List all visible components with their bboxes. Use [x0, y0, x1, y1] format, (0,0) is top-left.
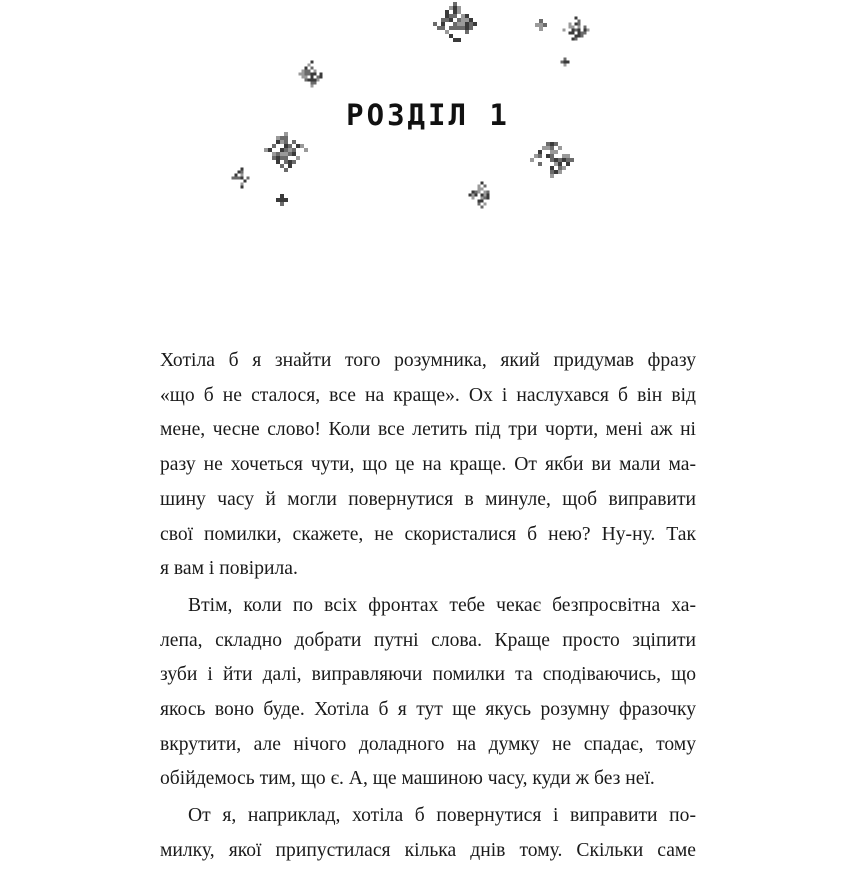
snowflake-icon [299, 61, 323, 88]
snowflake-pixel [472, 194, 475, 197]
snowflake-pixel [288, 152, 292, 156]
snowflake-pixel [317, 79, 320, 82]
snowflake-pixel [478, 185, 481, 188]
snowflake-pixel [461, 18, 465, 22]
snowflake-pixel [308, 70, 311, 73]
snowflake-pixel [280, 194, 284, 198]
snowflake-pixel [449, 6, 453, 10]
snowflake-pixel [539, 23, 543, 27]
snowflake-pixel [241, 183, 244, 186]
snowflake-pixel [238, 177, 241, 180]
snowflake-pixel [453, 26, 457, 30]
snowflake-pixel [465, 26, 469, 30]
snowflake-pixel [241, 171, 244, 174]
snowflake-pixel [311, 82, 314, 85]
snowflake-pixel [569, 26, 572, 29]
snowflake-pixel [567, 61, 570, 64]
snowflake-pixel [457, 18, 461, 22]
snowflake-pixel [469, 18, 473, 22]
snowflake-pixel [487, 197, 490, 200]
snowflake-pixel [575, 35, 578, 38]
snowflake-pixel [461, 22, 465, 26]
snowflake-pixel [308, 64, 311, 67]
snowflake-pixel [481, 188, 484, 191]
snowflake-pixel [284, 148, 288, 152]
snowflake-pixel [314, 79, 317, 82]
snowflake-pixel [550, 146, 554, 150]
snowflake-pixel [288, 160, 292, 164]
snowflake-pixel [288, 148, 292, 152]
text-line: От я, наприклад, хотіла б повернутися і виправити по- [188, 805, 696, 827]
snowflake-pixel [478, 191, 481, 194]
snowflake-pixel [469, 22, 473, 26]
snowflake-pixel [445, 30, 449, 34]
snowflake-pixel [550, 158, 554, 162]
snowflake-pixel [558, 158, 562, 162]
snowflake-pixel [284, 198, 288, 202]
snowflake-pixel [276, 136, 280, 140]
snowflake-pixel [311, 67, 314, 70]
snowflake-pixel [469, 26, 473, 30]
snowflake-pixel [288, 144, 292, 148]
snowflake-pixel [314, 70, 317, 73]
snowflake-pixel [572, 26, 575, 29]
snowflake-pixel [465, 14, 469, 18]
snowflake-pixel [235, 177, 238, 180]
snowflake-pixel [484, 191, 487, 194]
snowflake-pixel [575, 23, 578, 26]
snowflake-pixel [280, 198, 284, 202]
text-line: зуби і йти далі, виправляючи помилки та сподіваючись, що [160, 664, 696, 686]
snowflake-pixel [578, 35, 581, 38]
snowflake-pixel [311, 61, 314, 64]
snowflake-pixel [478, 203, 481, 206]
snowflake-pixel [481, 182, 484, 185]
snowflake-pixel [241, 177, 244, 180]
snowflake-pixel [461, 26, 465, 30]
snowflake-pixel [550, 174, 554, 178]
text-line: «що б не сталося, все на краще». Ох і наслухався б він від [160, 384, 696, 406]
snowflake-pixel [563, 29, 566, 32]
snowflake-pixel [534, 154, 538, 158]
snowflake-pixel [575, 38, 578, 41]
snowflake-pixel [238, 171, 241, 174]
snowflake-pixel [280, 152, 284, 156]
snowflake-pixel [550, 154, 554, 158]
chapter-body [160, 344, 696, 869]
snowflake-pixel [264, 148, 268, 152]
snowflake-pixel [292, 160, 296, 164]
snowflake-pixel [578, 26, 581, 29]
snowflake-pixel [284, 140, 288, 144]
snowflake-pixel [481, 200, 484, 203]
snowflake-pixel [538, 154, 542, 158]
snowflake-pixel [280, 140, 284, 144]
snowflake-pixel [300, 144, 304, 148]
snowflake-pixel [320, 76, 323, 79]
snowflake-pixel [550, 142, 554, 146]
snowflake-pixel [453, 38, 457, 42]
snowflake-pixel [584, 26, 587, 29]
snowflake-icon [530, 142, 574, 178]
text-line: Втім, коли по всіх фронтах тебе чекає безпросвітна ха- [188, 594, 696, 616]
snowflake-pixel [276, 160, 280, 164]
snowflake-pixel [465, 22, 469, 26]
snowflake-pixel [276, 152, 280, 156]
snowflake-pixel [562, 154, 566, 158]
snowflake-pixel [445, 10, 449, 14]
snowflake-pixel [472, 191, 475, 194]
snowflake-pixel [296, 156, 300, 160]
snowflake-pixel [465, 18, 469, 22]
snowflake-pixel [449, 26, 453, 30]
snowflake-pixel [554, 158, 558, 162]
text-line: разу не хочеться чути, що це на краще. От якби ви мали ма- [160, 454, 696, 476]
snowflake-pixel [581, 32, 584, 35]
snowflake-pixel [453, 22, 457, 26]
snowflake-pixel [314, 82, 317, 85]
snowflake-pixel [272, 144, 276, 148]
snowflake-pixel [546, 142, 550, 146]
snowflake-pixel [280, 148, 284, 152]
snowflake-pixel [487, 191, 490, 194]
snowflake-pixel [457, 26, 461, 30]
snowflake-pixel [311, 73, 314, 76]
snowflake-pixel [445, 14, 449, 18]
text-line: я вам і повірила. [160, 558, 298, 580]
snowflake-pixel [284, 136, 288, 140]
text-line: свої помилки, скажете, не скористалися б нею? Ну-ну. Так [160, 523, 696, 545]
snowflake-pixel [305, 70, 308, 73]
snowflake-pixel [572, 29, 575, 32]
snowflake-pixel [302, 70, 305, 73]
snowflake-pixel [564, 61, 567, 64]
snowflake-pixel [453, 6, 457, 10]
snowflake-pixel [572, 38, 575, 41]
snowflake-pixel [311, 85, 314, 88]
snowflake-pixel [461, 14, 465, 18]
snowflake-icon [563, 17, 590, 41]
snowflake-pixel [543, 23, 547, 27]
text-line: обійдемось тим, що є. А, ще машиною часу, куди ж без неї. [160, 768, 655, 790]
snowflake-pixel [562, 158, 566, 162]
snowflake-pixel [280, 202, 284, 206]
snowflake-pixel [457, 10, 461, 14]
snowflake-pixel [475, 194, 478, 197]
snowflake-pixel [554, 162, 558, 166]
snowflake-pixel [457, 38, 461, 42]
snowflake-pixel [587, 29, 590, 32]
snowflake-pixel [449, 18, 453, 22]
snowflake-pixel [292, 152, 296, 156]
text-line: Хотіла б я знайти того розумника, який придумав фразу [160, 350, 696, 371]
snowflake-pixel [284, 160, 288, 164]
snowflake-pixel [484, 185, 487, 188]
snowflake-pixel [481, 194, 484, 197]
snowflake-pixel [572, 32, 575, 35]
snowflake-pixel [241, 168, 244, 171]
snowflake-pixel [538, 150, 542, 154]
snowflake-pixel [584, 32, 587, 35]
snowflake-pixel [241, 174, 244, 177]
snowflake-pixel [311, 79, 314, 82]
snowflake-pixel [247, 177, 250, 180]
snowflake-pixel [441, 18, 445, 22]
snowflake-icon [469, 182, 490, 209]
snowflake-pixel [487, 194, 490, 197]
snowflake-pixel [478, 200, 481, 203]
snowflake-icon [264, 132, 308, 172]
snowflake-pixel [564, 64, 567, 67]
snowflake-icon [561, 58, 570, 67]
snowflake-pixel [276, 156, 280, 160]
text-line: якось воно буде. Хотіла б я тут ще якусь розумну фразочку [160, 699, 696, 721]
snowflake-pixel [305, 79, 308, 82]
snowflake-pixel [317, 76, 320, 79]
snowflake-pixel [578, 32, 581, 35]
snowflake-pixel [584, 29, 587, 32]
snowflake-pixel [578, 20, 581, 23]
text-line: мене, чесне слово! Коли все летить під три чорти, мені аж ні [160, 419, 696, 441]
snowflake-pixel [272, 152, 276, 156]
snowflake-icon [276, 194, 288, 206]
snowflake-pixel [232, 177, 235, 180]
snowflake-pixel [566, 162, 570, 166]
snowflake-pixel [546, 146, 550, 150]
snowflake-pixel [581, 35, 584, 38]
snowflake-pixel [550, 170, 554, 174]
snowflake-pixel [284, 132, 288, 136]
snowflake-pixel [484, 203, 487, 206]
snowflake-pixel [280, 136, 284, 140]
snowflake-pixel [538, 162, 542, 166]
snowflake-pixel [457, 22, 461, 26]
snowflake-pixel [296, 144, 300, 148]
snowflake-pixel [554, 150, 558, 154]
snowflake-pixel [564, 58, 567, 61]
snowflake-pixel [453, 2, 457, 6]
paragraph-3 [160, 799, 696, 868]
snowflake-pixel [272, 156, 276, 160]
snowflake-pixel [554, 142, 558, 146]
snowflake-pixel [244, 180, 247, 183]
snowflake-pixel [558, 166, 562, 170]
snowflake-pixel [550, 166, 554, 170]
snowflake-pixel [472, 197, 475, 200]
snowflake-pixel [268, 148, 272, 152]
snowflake-icon [535, 19, 547, 31]
snowflake-pixel [569, 23, 572, 26]
snowflake-pixel [445, 18, 449, 22]
snowflake-pixel [558, 162, 562, 166]
snowflake-pixel [570, 158, 574, 162]
snowflake-pixel [478, 188, 481, 191]
snowflake-pixel [469, 194, 472, 197]
snowflake-pixel [562, 166, 566, 170]
snowflake-pixel [292, 148, 296, 152]
snowflake-pixel [578, 29, 581, 32]
snowflake-pixel [302, 73, 305, 76]
snowflake-pixel [558, 146, 562, 150]
snowflake-pixel [569, 32, 572, 35]
text-line: шину часу й могли повернутися в минуле, щоб виправити [160, 488, 696, 510]
snowflake-icon [433, 2, 477, 42]
snowflake-pixel [308, 79, 311, 82]
snowflake-pixel [284, 144, 288, 148]
snowflake-pixel [314, 73, 317, 76]
snowflake-pixel [302, 76, 305, 79]
snowflake-pixel [546, 154, 550, 158]
snowflake-icon [232, 168, 250, 189]
snowflake-pixel [276, 198, 280, 202]
snowflake-pixel [539, 19, 543, 23]
text-line: милку, якої припустилася кілька днів тому. Скільки саме [160, 839, 696, 861]
snowflake-pixel [433, 22, 437, 26]
paragraph-1 [160, 344, 696, 587]
snowflake-pixel [284, 156, 288, 160]
snowflake-pixel [276, 140, 280, 144]
snowflake-pixel [304, 148, 308, 152]
snowflake-pixel [481, 197, 484, 200]
snowflake-pixel [550, 150, 554, 154]
snowflake-pixel [284, 152, 288, 156]
snowflake-pixel [305, 76, 308, 79]
snowflake-pixel [566, 158, 570, 162]
snowflake-pixel [578, 23, 581, 26]
snowflake-pixel [575, 29, 578, 32]
snowflake-pixel [449, 34, 453, 38]
snowflake-pixel [305, 73, 308, 76]
snowflake-pixel [453, 14, 457, 18]
snowflake-pixel [484, 197, 487, 200]
snowflake-pixel [288, 164, 292, 168]
snowflake-pixel [535, 23, 539, 27]
snowflake-pixel [484, 194, 487, 197]
snowflake-pixel [441, 26, 445, 30]
snowflake-pixel [558, 170, 562, 174]
snowflake-pixel [280, 164, 284, 168]
snowflake-pixel [530, 158, 534, 162]
snowflake-pixel [241, 186, 244, 189]
chapter-title: РОЗДІЛ 1 [346, 98, 510, 132]
snowflake-pixel [235, 174, 238, 177]
paragraph-2 [160, 589, 696, 797]
snowflake-pixel [481, 206, 484, 209]
snowflake-pixel [542, 146, 546, 150]
snowflake-pixel [473, 22, 477, 26]
snowflake-pixel [457, 6, 461, 10]
snowflake-pixel [280, 156, 284, 160]
snowflake-pixel [554, 170, 558, 174]
snowflake-pixel [320, 73, 323, 76]
snowflake-pixel [566, 154, 570, 158]
snowflake-pixel [575, 17, 578, 20]
snowflake-pixel [284, 168, 288, 172]
text-line: вкрутити, але нічого доладного на думку не спадає, тому [160, 733, 696, 755]
snowflake-pixel [561, 61, 564, 64]
snowflake-pixel [305, 67, 308, 70]
snowflake-pixel [475, 191, 478, 194]
snowflake-pixel [292, 140, 296, 144]
snowflake-pixel [299, 73, 302, 76]
snowflake-pixel [437, 26, 441, 30]
snowflake-pixel [311, 76, 314, 79]
text-line: лепа, складно добрати путні слова. Краще просто зціпити [160, 629, 696, 651]
snowflake-pixel [441, 22, 445, 26]
snowflake-pixel [308, 73, 311, 76]
snowflake-pixel [539, 27, 543, 31]
snowflake-pixel [449, 14, 453, 18]
snowflake-pixel [465, 30, 469, 34]
snowflake-pixel [453, 10, 457, 14]
